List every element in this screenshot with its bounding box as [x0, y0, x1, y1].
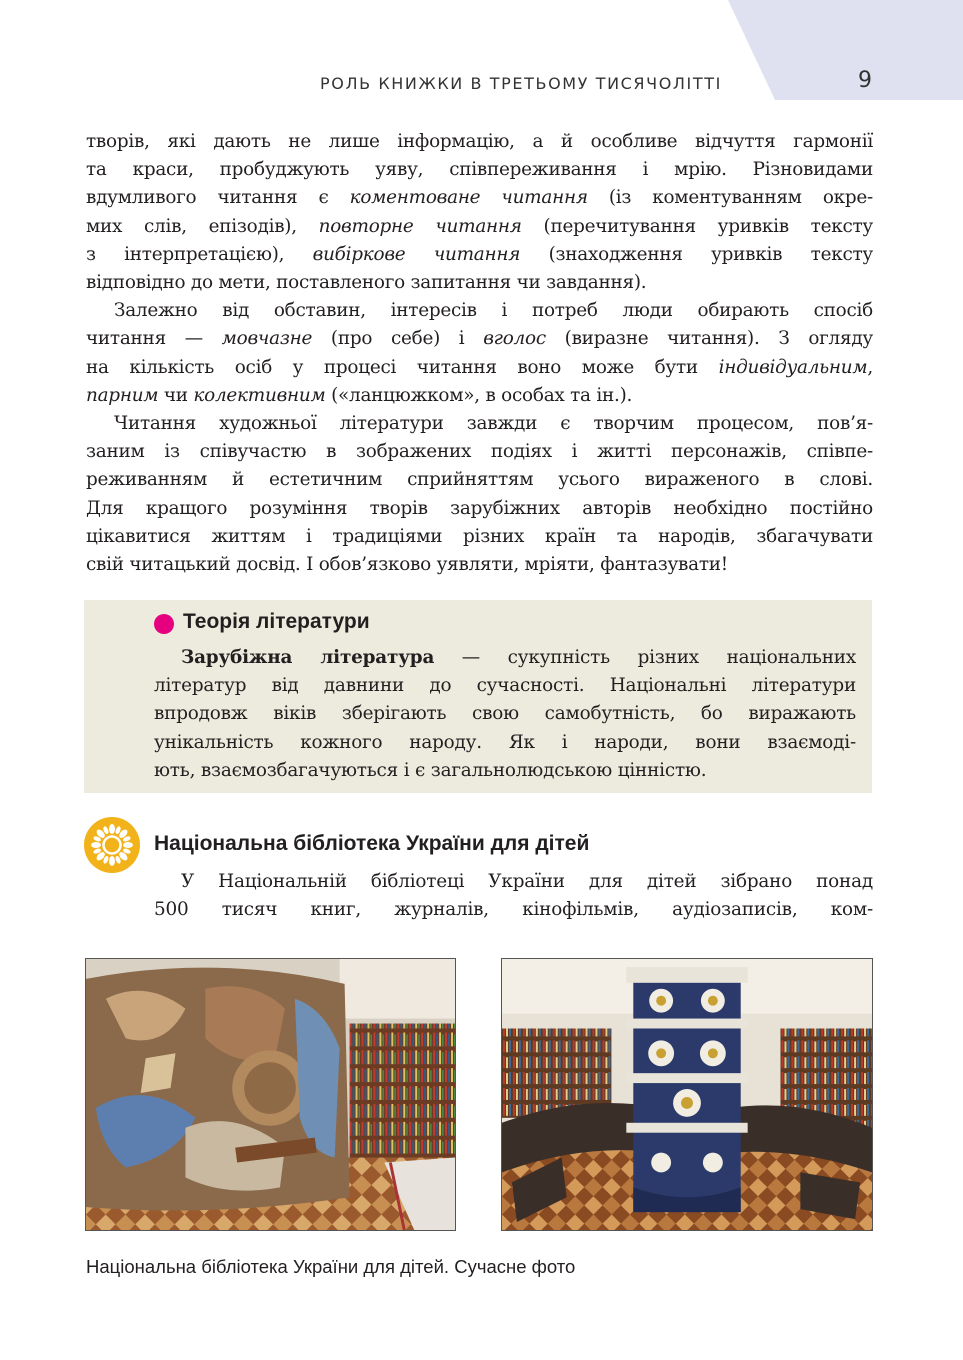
paragraph-1: [86, 128, 873, 297]
text-line: парним чи колективним («ланцюжком», в особах та ін.).: [86, 384, 633, 406]
text-line: реживанням й естетичним сприйняттям усього вираженого в слові.: [86, 469, 873, 491]
term-italic: мовчазне: [221, 328, 313, 350]
running-head: РОЛЬ КНИЖКИ В ТРЕТЬОМУ ТИСЯЧОЛІТТІ: [320, 74, 722, 93]
term-italic: вибіркове читання: [312, 243, 521, 265]
text-line: заним із співучастю в зображених подіях і житті персонажів, співпе-: [86, 441, 873, 463]
text-line: впродовж віків зберігають свою самобутність, бо виражають: [154, 703, 856, 725]
text-line: ють, взаємозбагачуються і є загальнолюдською цінністю.: [154, 759, 707, 781]
text-line: свій читацький досвід. І обов’язково уявляти, мріяти, фантазувати!: [86, 554, 728, 576]
text-line: вдумливого читання є коментоване читання (із коментуванням окре-: [86, 187, 874, 209]
text-line: літератур від давнини до сучасності. Національні літератури: [154, 675, 856, 697]
text-line: 500 тисяч книг, журналів, кінофільмів, аудіозаписів, ком-: [154, 899, 873, 921]
main-text: [86, 128, 873, 579]
term-italic: коментоване читання: [349, 187, 588, 209]
text-line: Зарубіжна література — сукупність різних національних: [181, 647, 856, 668]
term-italic: індивідуальним: [718, 356, 868, 378]
text-line: та краси, пробуджують уяву, співпереживання і мрію. Різновидами: [86, 159, 873, 181]
theory-box: [84, 600, 872, 793]
text-line: творів, які дають не лише інформацію, а й особливе відчуття гармонії: [86, 131, 873, 152]
text-line: з інтерпретацією), вибіркове читання (знаходження уривків тексту: [86, 243, 873, 265]
section-title: Національна бібліотека України для дітей: [154, 832, 590, 855]
term-bold: Зарубіжна література: [181, 647, 435, 668]
sun-icon: [84, 817, 140, 873]
bullet-dot-icon: [154, 614, 174, 634]
photo-caption: Національна бібліотека України для дітей. Сучасне фото: [86, 1256, 576, 1277]
library-photo-mosaic-wall: [85, 958, 456, 1231]
header-corner-decoration: [728, 0, 963, 100]
page-number: 9: [858, 68, 872, 93]
term-italic: повторне читання: [318, 215, 522, 237]
theory-title: Теорія літератури: [183, 610, 370, 633]
text-line: на кількість осіб у процесі читання воно може бути індивідуальним,: [86, 356, 873, 378]
theory-definition: [154, 644, 856, 785]
term-italic: парним: [86, 384, 159, 406]
text-line: мих слів, епізодів), повторне читання (перечитування уривків тексту: [86, 215, 873, 237]
section-text: [154, 868, 873, 924]
text-line: цікавитися життям і традиціями різних країн та народів, збагачувати: [86, 525, 873, 547]
text-line: Читання художньої літератури завжди є творчим процесом, пов’я-: [114, 413, 873, 435]
text-line: унікальність кожного народу. Як і народи, вони взаємоді-: [154, 731, 856, 753]
text-line: читання — мовчазне (про себе) і вголос (виразне читання). З огляду: [86, 328, 873, 350]
text-line: Залежно від обставин, інтересів і потреб люди обирають спосіб: [114, 300, 873, 322]
term-italic: колективним: [193, 384, 326, 406]
text-line: відповідно до мети, поставленого запитання чи завдання).: [86, 272, 647, 294]
term-italic: вголос: [483, 328, 546, 350]
library-photo-ceramic-column: [501, 958, 873, 1231]
paragraph-2: [86, 297, 873, 410]
text-line: Для кращого розуміння творів зарубіжних авторів необхідно постійно: [86, 497, 873, 519]
text-line: У Національній бібліотеці України для дітей зібрано понад: [181, 871, 873, 892]
paragraph-3: [86, 410, 873, 579]
